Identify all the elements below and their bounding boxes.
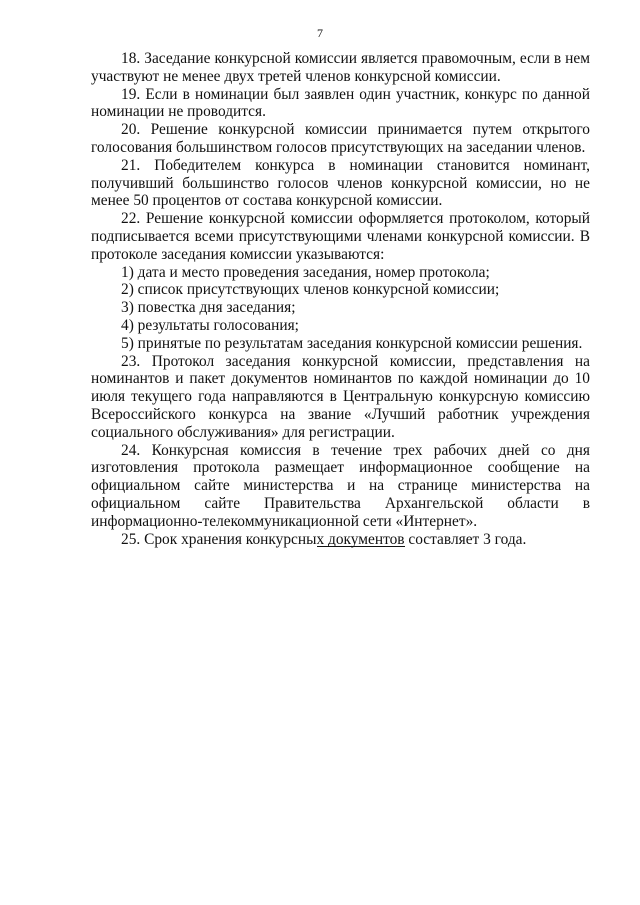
paragraph-24: 24. Конкурсная комиссия в течение трех рабочих дней со дня изготовления протокола размещает информационное сообщение на официальном сайте министерства и на странице министерства на официальном сайте Правительства Архангельской области в информационно-телекоммуникационной сети «Интернет». [91,441,590,530]
paragraph-25: 25. Срок хранения конкурсных документов составляет 3 года. [121,530,527,548]
protocol-list-item-3: 3) повестка дня заседания; [121,299,296,317]
paragraph-21: 21. Победителем конкурса в номинации становится номинант, получивший большинство голосов членов конкурсной комиссии, но не менее 50 процентов от состава конкурсной комиссии. [91,156,590,210]
paragraph-20: 20. Решение конкурсной комиссии принимается путем открытого голосования большинством голосов присутствующих на заседании членов. [91,121,590,156]
page-number: 7 [317,26,323,40]
paragraph-19: 19. Если в номинации был заявлен один участник, конкурс по данной номинации не проводится. [91,85,590,121]
paragraph-18: 18. Заседание конкурсной комиссии является правомочным, если в нем участвуют не менее двух третей членов конкурсной комиссии. [91,50,590,85]
paragraph-23: 23. Протокол заседания конкурсной комиссии, представления на номинантов и пакет документов номинантов по каждой номинации до 10 июля текущего года направляются в Центральную конкурсную комиссию Всероссийского конкурса на звание «Лучший работник учреждения социального обслуживания» для регистрации. [91,352,590,441]
protocol-list-item-1: 1) дата и место проведения заседания, номер протокола; [121,263,490,281]
protocol-list-item-4: 4) результаты голосования; [121,316,299,334]
paragraph-22: 22. Решение конкурсной комиссии оформляется протоколом, который подписывается всеми присутствующими членами конкурсной комиссии. В протоколе заседания комиссии указываются: [91,210,590,263]
document-body [91,50,590,548]
end-of-document-divider [317,546,405,547]
protocol-list-item-5: 5) принятые по результатам заседания конкурсной комиссии решения. [121,334,583,352]
protocol-list-item-2: 2) список присутствующих членов конкурсной комиссии; [121,281,500,299]
